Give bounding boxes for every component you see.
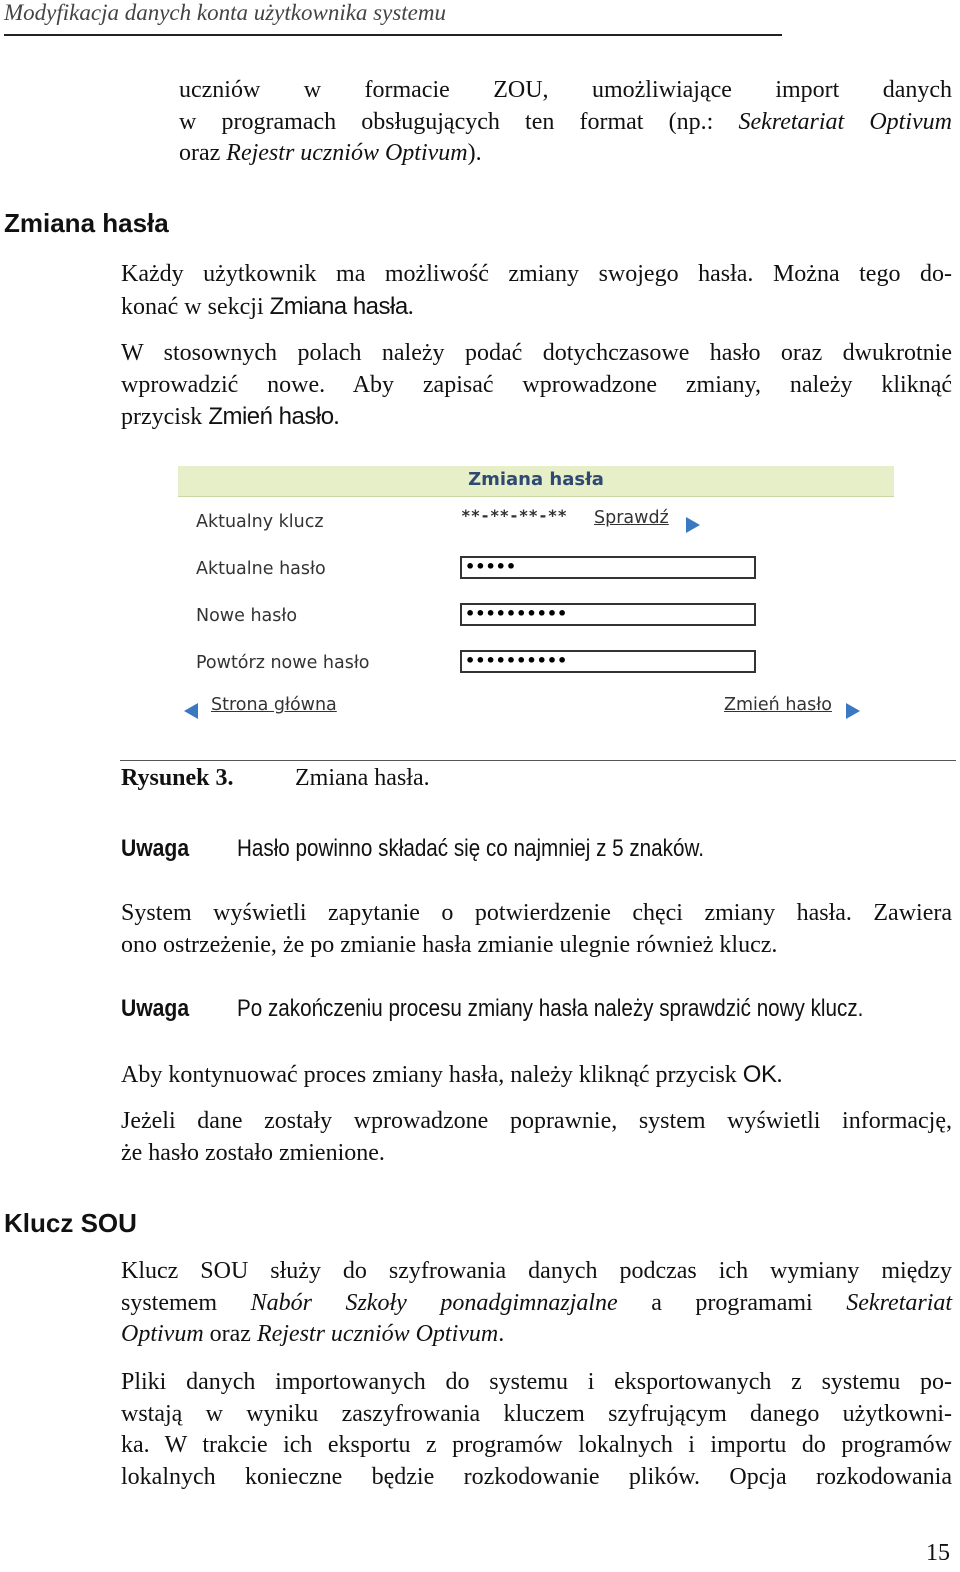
label-current-key: Aktualny klucz [196, 512, 324, 532]
text-fragment: przycisk [121, 404, 209, 430]
text-line [121, 1319, 952, 1351]
klucz-paragraph-2 [121, 1367, 952, 1493]
intro-word: w [303, 77, 322, 103]
new-password-input[interactable]: •••••••••• [460, 603, 756, 626]
program-name: Sekretariat [846, 1289, 953, 1316]
text-line: System wyświetli zapytanie o potwierdzenie chęci zmiany hasła. Zawiera [121, 900, 952, 926]
note-text: Hasło powinno składać się co najmniej z 5 znaków. [237, 835, 704, 862]
success-paragraph [121, 1106, 952, 1169]
password-change-form-figure [178, 466, 896, 728]
ui-reference: Zmień hasło [208, 403, 334, 430]
text-fragment: systemem [121, 1289, 217, 1316]
intro-line-3 [179, 138, 952, 170]
confirmation-paragraph [121, 898, 952, 961]
header-rule [4, 34, 782, 36]
text-fragment: . [407, 293, 414, 320]
text-line [121, 401, 952, 434]
home-page-link[interactable]: Strona główna [211, 695, 337, 715]
ui-reference: Zmiana hasła [269, 292, 408, 320]
intro-paragraph [179, 75, 952, 170]
intro-word: umożliwiające [591, 77, 732, 103]
text-line: Klucz SOU służy do szyfrowania danych podczas ich wymiany między [121, 1258, 952, 1284]
zmiana-paragraph-1 [121, 259, 952, 323]
text-line: lokalnych konieczne będzie rozkodowanie plików. Opcja rozkodowania [121, 1463, 952, 1490]
running-header: Modyfikacja danych konta użytkownika systemu [4, 0, 446, 25]
section-heading-klucz-sou: Klucz SOU [4, 1208, 137, 1238]
text-line [121, 1288, 952, 1320]
klucz-paragraph-1 [121, 1256, 952, 1351]
text-fragment: konać w sekcji [121, 293, 270, 320]
text-line: Jeżeli dane zostały wprowadzone poprawnie, system wyświetli informację, [121, 1108, 952, 1134]
text-fragment: . [333, 404, 340, 430]
caption-rule [120, 760, 956, 761]
intro-text: ). [467, 140, 482, 166]
intro-word: uczniów [179, 77, 261, 103]
page-number: 15 [926, 1540, 950, 1566]
label-new-password: Nowe hasło [196, 606, 298, 626]
program-name: Optivum [121, 1321, 204, 1347]
text-fragment: a programami [651, 1289, 813, 1316]
zmiana-paragraph-2 [121, 338, 952, 434]
ui-reference: OK [742, 1061, 777, 1088]
program-name: Rejestr uczniów Optivum [256, 1321, 499, 1347]
intro-word: ZOU, [493, 77, 549, 103]
intro-line-1 [179, 75, 952, 107]
text-line: że hasło zostało zmienione. [121, 1139, 385, 1166]
text-fragment: Aby kontynuować proces zmiany hasła, należy kliknąć przycisk [121, 1062, 743, 1088]
text-fragment: oraz [203, 1321, 257, 1347]
check-key-link[interactable]: Sprawdź [594, 508, 669, 528]
text-line: wstają w wyniku zaszyfrowania kluczem szyfrującym danego użytkowni- [121, 1400, 952, 1427]
text-fragment: . [498, 1321, 505, 1347]
text-line [121, 1059, 952, 1092]
check-arrow-icon[interactable] [686, 517, 700, 533]
text-line [121, 291, 952, 324]
form-title: Zmiana hasła [468, 469, 604, 490]
note-label: Uwaga [121, 835, 190, 862]
change-arrow-icon[interactable] [846, 703, 860, 719]
note-label: Uwaga [121, 995, 190, 1022]
current-key-mask: **-**-**-** [461, 506, 567, 525]
label-repeat-password: Powtórz nowe hasło [196, 653, 370, 673]
text-line: W stosownych polach należy podać dotychczasowe hasło oraz dwukrotnie [121, 340, 952, 366]
intro-line-2 [179, 107, 952, 139]
intro-text: w programach obsługujących ten format (np.: [179, 108, 739, 135]
text-line: wprowadzić nowe. Aby zapisać wprowadzone zmiany, należy kliknąć [121, 371, 952, 398]
text-fragment: . [776, 1062, 783, 1088]
label-current-password: Aktualne hasło [196, 559, 326, 579]
intro-word: danych [882, 77, 953, 103]
repeat-password-input[interactable]: •••••••••• [460, 650, 756, 673]
text-line: ka. W trakcie ich eksportu z programów lokalnych i importu do programów [121, 1432, 952, 1458]
change-password-link[interactable]: Zmień hasło [724, 695, 832, 715]
continue-paragraph [121, 1059, 952, 1092]
text-line: ono ostrzeżenie, że po zmianie hasła zmianie ulegnie również klucz. [121, 931, 778, 958]
text-line: Każdy użytkownik ma możliwość zmiany swojego hasła. Można tego do- [121, 261, 952, 287]
text-line: Pliki danych importowanych do systemu i eksportowanych z systemu po- [121, 1369, 952, 1395]
program-name: Nabór Szkoły ponadgimnazjalne [250, 1289, 618, 1316]
section-heading-zmiana-hasla: Zmiana hasła [4, 208, 169, 238]
note-text: Po zakończeniu procesu zmiany hasła należy sprawdzić nowy klucz. [237, 995, 864, 1022]
figure-number: Rysunek 3. [121, 765, 234, 791]
back-arrow-icon[interactable] [184, 703, 198, 719]
intro-word: formacie [364, 77, 450, 103]
intro-text: oraz [179, 140, 227, 166]
figure-caption: Zmiana hasła. [295, 765, 430, 791]
current-password-input[interactable]: ••••• [460, 556, 756, 579]
program-name: Sekretariat Optivum [738, 108, 953, 135]
intro-word: import [775, 77, 840, 103]
program-name: Rejestr uczniów Optivum [226, 140, 468, 166]
